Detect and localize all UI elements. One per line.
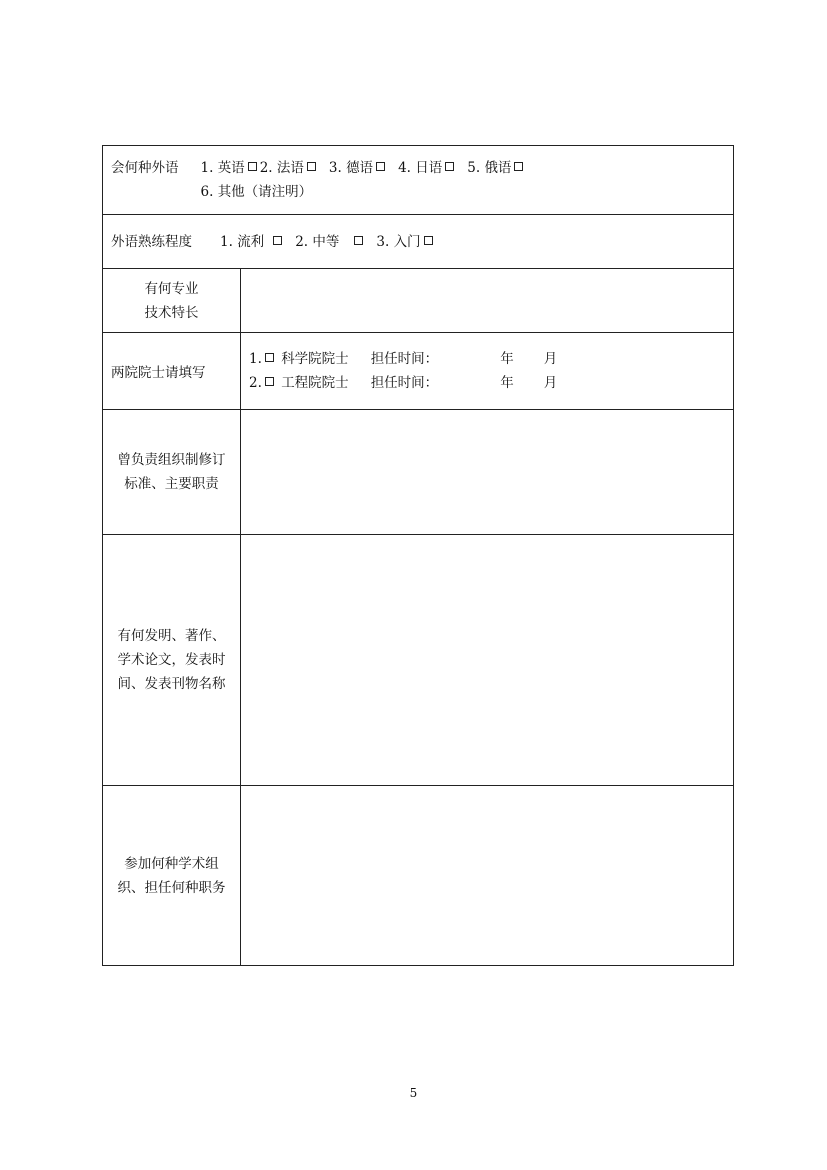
proficiency-option-beginner[interactable]: 3. 入门 <box>376 234 435 250</box>
proficiency-option-intermediate[interactable]: 2. 中等 <box>295 234 366 250</box>
publications-label-cell <box>103 535 241 786</box>
checkbox-french[interactable] <box>307 162 316 171</box>
academician-option-engineering[interactable]: 2. 工程院院士 担任时间： 年 月 <box>249 375 558 391</box>
checkbox-intermediate[interactable] <box>354 236 363 245</box>
lang-option-japanese[interactable]: 4. 日语 <box>398 160 457 176</box>
standards-input-cell[interactable] <box>241 410 734 535</box>
foreign-language-options <box>201 156 527 204</box>
specialty-row <box>103 269 734 333</box>
academician-option-science[interactable]: 1. 科学院院士 担任时间： 年 月 <box>249 351 558 367</box>
standards-label-line1: 曾负责组织制修订 <box>117 452 226 468</box>
lang-option-german[interactable]: 3. 德语 <box>329 160 388 176</box>
checkbox-english[interactable] <box>248 162 257 171</box>
publications-input-cell[interactable] <box>241 535 734 786</box>
organizations-row <box>103 786 734 966</box>
page-number: 5 <box>409 1086 418 1100</box>
organizations-label-line1: 参加何种学术组 <box>124 855 219 872</box>
organizations-label-line2: 织、担任何种职务 <box>117 879 226 896</box>
checkbox-japanese[interactable] <box>445 162 454 171</box>
publications-label-line2: 学术论文，发表时 <box>117 652 226 668</box>
checkbox-german[interactable] <box>376 162 385 171</box>
specialty-label-line2: 技术特长 <box>144 304 199 321</box>
checkbox-engineering-academician[interactable] <box>265 377 274 386</box>
lang-option-russian[interactable]: 5. 俄语 <box>467 160 526 176</box>
proficiency-label: 外语熟练程度 <box>111 233 192 250</box>
publications-label-line1: 有何发明、著作、 <box>117 628 226 644</box>
publications-label-line3: 间、发表刊物名称 <box>117 676 226 692</box>
proficiency-row <box>103 215 734 269</box>
foreign-language-row <box>103 146 734 215</box>
lang-option-english[interactable]: 1. 英语 <box>201 160 260 176</box>
checkbox-science-academician[interactable] <box>265 353 274 362</box>
proficiency-cell <box>103 215 734 269</box>
academician-options-cell <box>241 333 734 410</box>
specialty-label-cell <box>103 269 241 333</box>
checkbox-russian[interactable] <box>514 162 523 171</box>
foreign-language-cell <box>103 146 734 215</box>
academician-label-cell <box>103 333 241 410</box>
standards-label-cell <box>103 410 241 535</box>
proficiency-option-fluent[interactable]: 1. 流利 <box>220 234 285 250</box>
foreign-language-label: 会何种外语 <box>111 160 179 176</box>
standards-row <box>103 410 734 535</box>
publications-row <box>103 535 734 786</box>
academician-row <box>103 333 734 410</box>
standards-label-line2: 标准、主要职责 <box>124 476 219 492</box>
specialty-label-line1: 有何专业 <box>144 280 199 297</box>
organizations-label-cell <box>103 786 241 966</box>
specialty-input-cell[interactable] <box>241 269 734 333</box>
lang-option-other[interactable]: 6. 其他（请注明） <box>200 184 313 200</box>
checkbox-fluent[interactable] <box>273 236 282 245</box>
checkbox-beginner[interactable] <box>424 236 433 245</box>
application-form-table <box>102 145 734 966</box>
lang-option-french[interactable]: 2. 法语 <box>260 160 319 176</box>
organizations-input-cell[interactable] <box>241 786 734 966</box>
academician-label: 两院院士请填写 <box>111 365 206 381</box>
